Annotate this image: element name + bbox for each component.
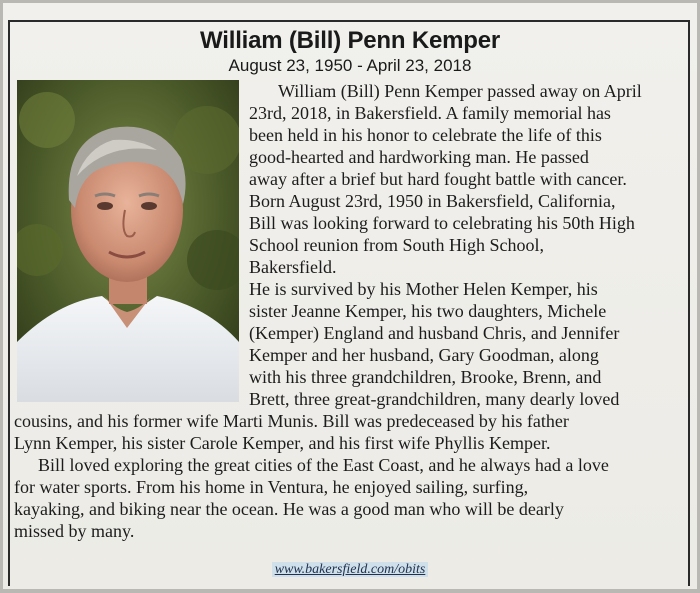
body-line: kayaking, and biking near the ocean. He was a good man who will be dearly	[14, 499, 564, 519]
body-line: sister Jeanne Kemper, his two daughters, Michele	[249, 301, 607, 321]
body-line: Kemper and her husband, Gary Goodman, along	[249, 345, 599, 365]
body-line: 23rd, 2018, in Bakersfield. A family memorial has	[249, 103, 611, 123]
body-line: Brett, three great-grandchildren, many dearly loved	[249, 389, 620, 409]
body-line: away after a brief but hard fought battle with cancer.	[249, 169, 627, 189]
obits-link[interactable]: www.bakersfield.com/obits	[272, 562, 429, 577]
body-line: William (Bill) Penn Kemper passed away on April	[278, 81, 642, 101]
body-line: with his three grandchildren, Brooke, Brenn, and	[249, 367, 602, 387]
body-line: He is survived by his Mother Helen Kemper, his	[249, 279, 598, 299]
body-line: been held in his honor to celebrate the life of this	[249, 125, 602, 145]
body-line: Lynn Kemper, his sister Carole Kemper, and his first wife Phyllis Kemper.	[14, 433, 551, 453]
body-line: Bakersfield.	[249, 257, 337, 277]
body-line: Bill loved exploring the great cities of the East Coast, and he always had a love	[38, 455, 609, 475]
body-line: Born August 23rd, 1950 in Bakersfield, California,	[249, 191, 616, 211]
body-line: (Kemper) England and husband Chris, and Jennifer	[249, 323, 620, 343]
body-line: School reunion from South High School,	[249, 235, 544, 255]
body-line: good-hearted and hardworking man. He passed	[249, 147, 589, 167]
obituary-name: William (Bill) Penn Kemper	[200, 27, 500, 54]
body-line: cousins, and his former wife Marti Munis. Bill was predeceased by his father	[14, 411, 569, 431]
obituary-dates: August 23, 1950 - April 23, 2018	[228, 56, 472, 75]
body-line: missed by many.	[14, 521, 135, 541]
obituary-link-row	[0, 560, 700, 578]
body-line: for water sports. From his home in Ventura, he enjoyed sailing, surfing,	[14, 477, 529, 497]
body-line: Bill was looking forward to celebrating his 50th High	[249, 213, 635, 233]
portrait-photo	[17, 80, 239, 402]
